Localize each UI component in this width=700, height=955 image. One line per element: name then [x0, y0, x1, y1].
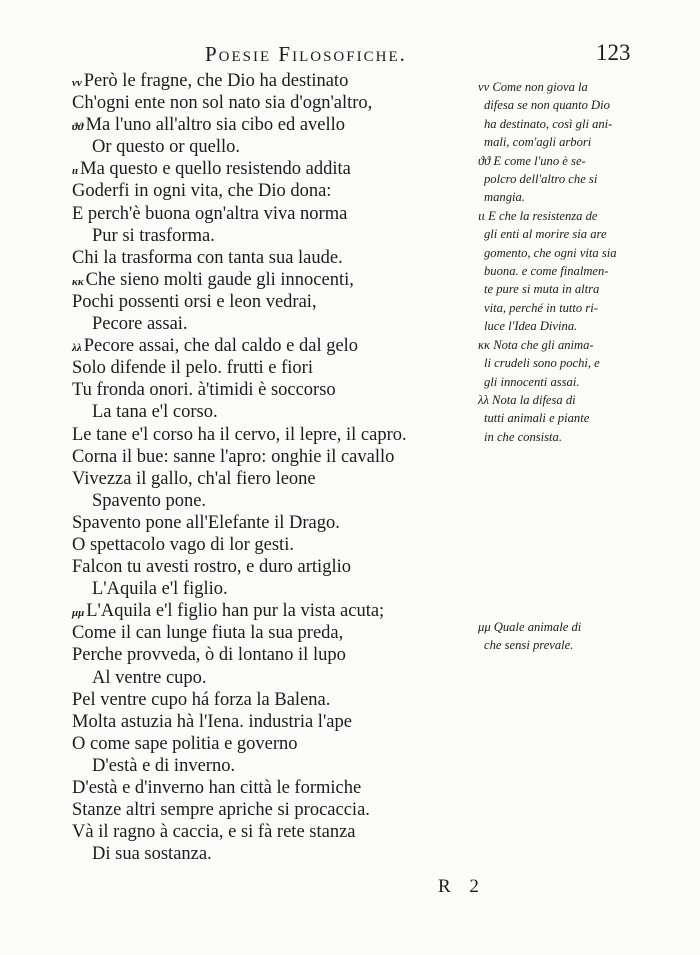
verse-line — [72, 490, 476, 512]
verse-line — [72, 578, 476, 600]
verse-text: Ma questo e quello resistendo addita — [80, 159, 351, 180]
verse-line — [72, 468, 476, 490]
verse-line — [72, 821, 476, 843]
verse-line — [72, 733, 476, 755]
marginal-note-line: λλ Nota la difesa di — [478, 392, 576, 407]
marginal-note-line: difesa se non quanto Dio — [484, 98, 610, 113]
verse-line — [72, 114, 476, 136]
marginal-note-line: in che consista. — [484, 429, 562, 444]
marginal-note-line: te pure si muta in altra — [484, 282, 600, 297]
verse-line — [72, 313, 476, 335]
marginal-note-line: tutti animali e piante — [484, 411, 590, 426]
verse-text: E perch'è buona ogn'altra viva norma — [72, 203, 348, 224]
note-reference-mark: ιι — [72, 165, 79, 178]
marginal-note-line: ha destinato, così gli ani- — [484, 116, 613, 131]
verse-line — [72, 357, 476, 379]
marginal-note-line: mangia. — [484, 190, 525, 205]
marginal-note-line: polcro dell'altro che si — [484, 172, 598, 187]
verse-text: Pur si trasforma. — [92, 225, 215, 246]
verse-text: Stanze altri sempre apriche si procaccia. — [72, 800, 370, 821]
verse-text: L'Aquila e'l figlio. — [92, 579, 228, 600]
marginal-note — [478, 152, 678, 207]
verse-text: Pochi possenti orsi e leon vedrai, — [72, 291, 317, 312]
verse-text: D'està e d'inverno han città le formiche — [72, 778, 362, 798]
verse-text: Falcon tu avesti rostro, e duro artiglio — [72, 557, 351, 578]
verse-line — [72, 755, 476, 777]
verse-line — [72, 644, 476, 666]
page-number: 123 — [596, 40, 631, 65]
verse-line — [72, 269, 476, 291]
verse-line — [72, 136, 476, 158]
verse-text: Che sieno molti gaude gli innocenti, — [85, 269, 354, 290]
verse-line — [72, 534, 476, 556]
note-reference-mark: κκ — [72, 275, 84, 288]
verse-text: Tu fronda onori. à'timidi è soccorso — [72, 380, 336, 401]
marginal-note-line: μμ Quale animale di — [478, 620, 582, 634]
verse-text: O spettacolo vago di lor gesti. — [72, 534, 294, 555]
verse-line — [72, 600, 476, 622]
note-reference-mark: νν — [72, 77, 82, 89]
marginal-note — [478, 391, 678, 446]
verse-text: Ma l'uno all'altro sia cibo ed avello — [85, 115, 346, 136]
verse-text: D'està e di inverno. — [92, 755, 236, 776]
marginal-note-line: κκ Nota che gli anima- — [478, 337, 594, 352]
verse-line — [72, 401, 476, 423]
verse-line — [72, 777, 476, 799]
verse-text: Però le fragne, che Dio ha destinato — [83, 71, 349, 91]
verse-line — [72, 512, 476, 534]
marginal-note-line: luce l'Idea Divina. — [484, 319, 578, 334]
verse-text: Pel ventre cupo há forza la Balena. — [72, 689, 331, 710]
verse-text: Al ventre cupo. — [92, 667, 207, 688]
verse-text: Le tane e'l corso ha il cervo, il lepre, il capro. — [72, 424, 407, 445]
poem-text — [72, 70, 476, 865]
verse-line — [72, 689, 476, 711]
verse-text: Spavento pone. — [92, 490, 207, 511]
marginal-note — [478, 618, 581, 655]
verse-text: Pecore assai, che dal caldo e dal gelo — [83, 336, 359, 357]
marginal-note — [478, 336, 678, 391]
marginal-note-line: gli enti al morire sia are — [484, 227, 607, 242]
marginal-note-line: mali, com'agli arbori — [484, 135, 592, 150]
verse-text: Pecore assai. — [92, 314, 188, 335]
marginal-note-line: νν Come non giova la — [478, 80, 588, 94]
verse-line — [72, 667, 476, 689]
verse-line — [72, 92, 476, 114]
verse-text: Solo difende il pelo. frutti e fiori — [72, 358, 313, 379]
verse-text: Molta astuzia hà l'Iena. industria l'ape — [72, 711, 352, 732]
verse-text: Ch'ogni ente non sol nato sia d'ogn'altro, — [72, 93, 373, 114]
marginal-note — [478, 207, 678, 336]
verse-text: Goderfi in ogni vita, che Dio dona: — [72, 181, 332, 202]
verse-line — [72, 379, 476, 401]
verse-text: Corna il bue: sanne l'apro: onghie il cavallo — [72, 446, 395, 467]
marginal-note-line: ϑϑ E come l'uno è se- — [478, 153, 586, 168]
verse-line — [72, 711, 476, 733]
verse-line — [72, 622, 476, 644]
verse-line — [72, 446, 476, 468]
marginal-notes — [478, 78, 678, 653]
note-reference-mark: ϑϑ — [72, 121, 84, 134]
verse-line — [72, 556, 476, 578]
verse-line — [72, 203, 476, 225]
verse-line — [72, 291, 476, 313]
marginal-note-line: vita, perché in tutto ri- — [484, 300, 598, 315]
note-reference-mark: λλ — [72, 342, 82, 355]
verse-line — [72, 180, 476, 202]
verse-text: Spavento pone all'Elefante il Drago. — [72, 512, 340, 533]
verse-line — [72, 225, 476, 247]
verse-text: Come il can lunge fiuta la sua preda, — [72, 623, 344, 644]
verse-line — [72, 158, 476, 180]
marginal-note-line: li crudeli sono pochi, e — [484, 356, 600, 371]
running-title: Poesie Filosofiche. — [205, 42, 407, 66]
verse-line — [72, 70, 476, 92]
marginal-note-line: che sensi prevale. — [484, 638, 574, 653]
verse-text: Perche provveda, ò di lontano il lupo — [72, 645, 346, 666]
marginal-note-line: buona. e come finalmen- — [484, 264, 609, 279]
signature-mark: R 2 — [438, 876, 479, 897]
verse-text: L'Aquila e'l figlio han pur la vista acuta; — [86, 601, 385, 622]
verse-line — [72, 843, 476, 865]
verse-line — [72, 799, 476, 821]
marginal-note-line: gomento, che ogni vita sia — [484, 245, 617, 260]
verse-line — [72, 424, 476, 446]
marginal-note-line: gli innocenti assai. — [484, 374, 580, 389]
verse-text: La tana e'l corso. — [92, 402, 218, 423]
verse-text: O come sape politia e governo — [72, 733, 298, 754]
marginal-note — [478, 78, 678, 152]
note-reference-mark: μμ — [72, 607, 85, 620]
marginal-note-line: ιι E che la resistenza de — [478, 208, 598, 223]
verse-text: Chi la trasforma con tanta sua laude. — [72, 247, 343, 268]
verse-text: Or questo or quello. — [92, 137, 240, 158]
verse-text: Và il ragno à caccia, e si fà rete stanza — [72, 822, 356, 843]
verse-line — [72, 247, 476, 269]
verse-text: Vivezza il gallo, ch'al fiero leone — [72, 468, 316, 489]
verse-line — [72, 335, 476, 357]
verse-text: Di sua sostanza. — [92, 844, 212, 865]
